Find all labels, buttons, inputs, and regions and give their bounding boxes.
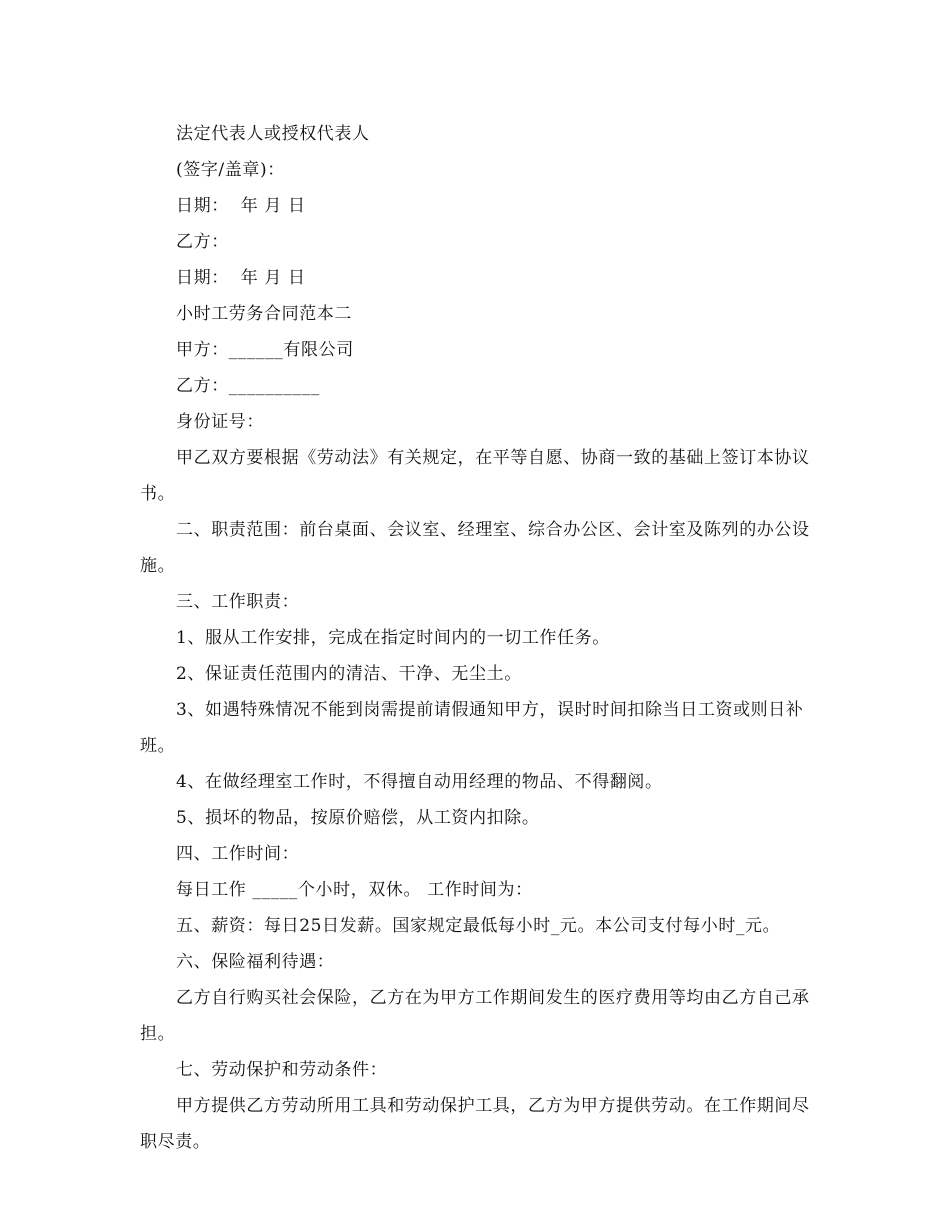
paragraph-party-a-company: 甲方：______有限公司 (176, 340, 354, 360)
paragraph-duty-3: 3、如遇特殊情况不能到岗需提前请假通知甲方，误时时间扣除当日工资或则日补班。 (140, 700, 804, 756)
paragraph-party-b: 乙方： (176, 232, 229, 252)
paragraph-sign-stamp: (签字/盖章)： (176, 160, 285, 180)
paragraph-duty-5: 5、损坏的物品，按原价赔偿，从工资内扣除。 (176, 808, 540, 828)
paragraph-date-2: 日期： 年 月 日 (176, 268, 306, 288)
paragraph-duty-4: 4、在做经理室工作时，不得擅自动用经理的物品、不得翻阅。 (176, 772, 663, 792)
paragraph-labor-protection: 甲方提供乙方劳动所用工具和劳动保护工具，乙方为甲方提供劳动。在工作期间尽职尽责。 (140, 1096, 810, 1152)
paragraph-section-6-heading: 六、保险福利待遇： (176, 952, 335, 972)
paragraph-id-number: 身份证号： (176, 412, 264, 432)
paragraph-insurance: 乙方自行购买社会保险，乙方在为甲方工作期间发生的医疗费用等均由乙方自己承担。 (140, 988, 810, 1044)
paragraph-date-1: 日期： 年 月 日 (176, 196, 306, 216)
paragraph-section-3-heading: 三、工作职责： (176, 592, 300, 612)
paragraph-section-4-heading: 四、工作时间： (176, 844, 300, 864)
paragraph-contract-title: 小时工劳务合同范本二 (176, 304, 352, 324)
paragraph-duty-2: 2、保证责任范围内的清洁、干净、无尘土。 (176, 664, 522, 684)
paragraph-section-5-salary: 五、薪资：每日25日发薪。国家规定最低每小时_元。本公司支付每小时_元。 (176, 916, 781, 936)
paragraph-preamble: 甲乙双方要根据《劳动法》有关规定，在平等自愿、协商一致的基础上签订本协议书。 (140, 448, 810, 504)
paragraph-section-7-heading: 七、劳动保护和劳动条件： (176, 1060, 388, 1080)
paragraph-work-hours: 每日工作 _____个小时，双休。 工作时间为： (176, 880, 533, 900)
paragraph-section-2-scope: 二、职责范围：前台桌面、会议室、经理室、综合办公区、会计室及陈列的办公设施。 (140, 520, 810, 576)
document-body (140, 116, 812, 1160)
paragraph-party-b-blank: 乙方：__________ (176, 376, 320, 396)
paragraph-duty-1: 1、服从工作安排，完成在指定时间内的一切工作任务。 (176, 628, 610, 648)
paragraph-signature-label: 法定代表人或授权代表人 (176, 124, 370, 144)
